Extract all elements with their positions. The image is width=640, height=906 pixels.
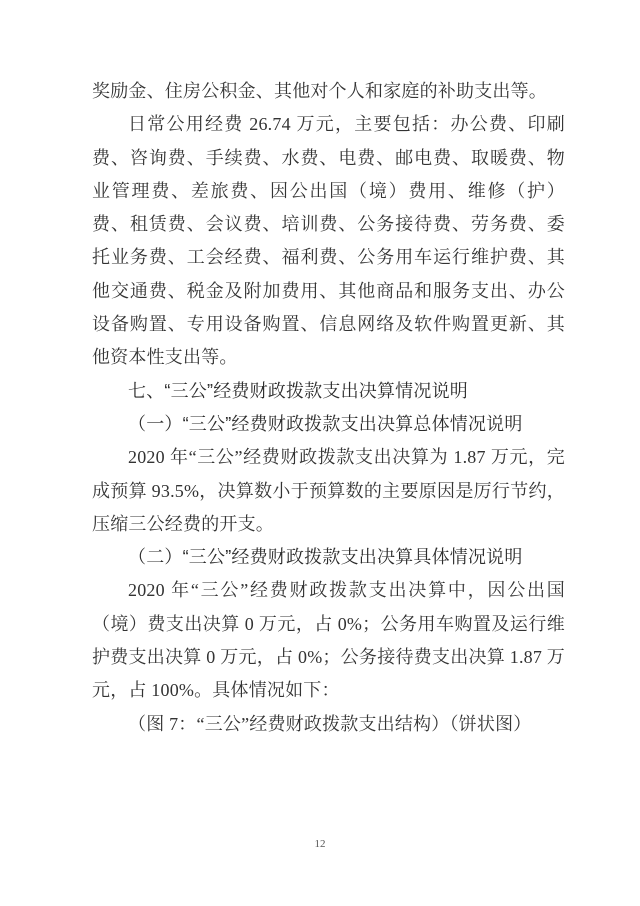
heading-section-seven-part2: （二）“三公”经费财政拨款支出决算具体情况说明 (128, 547, 523, 568)
page-number: 12 (314, 838, 326, 850)
paragraph-overall-situation: 2020 年“三公”经费财政拨款支出决算为 1.87 万元，完成预算 93.5%，决算数小于预算数的主要原因是厉行节约，压缩三公经费的开支。 (92, 447, 565, 534)
paragraph-daily-public-funds: 日常公用经费 26.74 万元，主要包括：办公费、印刷费、咨询费、手续费、水费、电费、邮电费、取暖费、物业管理费、差旅费、因公出国（境）费用、维修（护）费、租赁费、会议费、培训费、公务接待费、劳务费、委托业务费、工会经费、福利费、公务用车运行维护费、其他交通费、税金及附加费用、其他商品和服务支出、办公设备购置、专用设备购置、信息网络及软件购置更新、其他资本性支出等。 (92, 114, 565, 368)
heading-section-seven-part1: （一）“三公”经费财政拨款支出决算总体情况说明 (128, 413, 523, 434)
paragraph-subsidy-expenses-end: 奖励金、住房公积金、其他对个人和家庭的补助支出等。 (92, 81, 547, 101)
document-body (92, 75, 565, 741)
heading-section-seven: 七、“三公”经费财政拨款支出决算情况说明 (128, 380, 468, 401)
paragraph-figure7-caption: （图 7：“三公”经费财政拨款支出结构）（饼状图） (128, 713, 532, 734)
paragraph-specific-situation: 2020 年“三公”经费财政拨款支出决算中，因公出国（境）费支出决算 0 万元，占 0%；公务用车购置及运行维护费支出决算 0 万元，占 0%；公务接待费支出决算 1.87 万元，占 100%。具体情况如下： (92, 580, 565, 701)
